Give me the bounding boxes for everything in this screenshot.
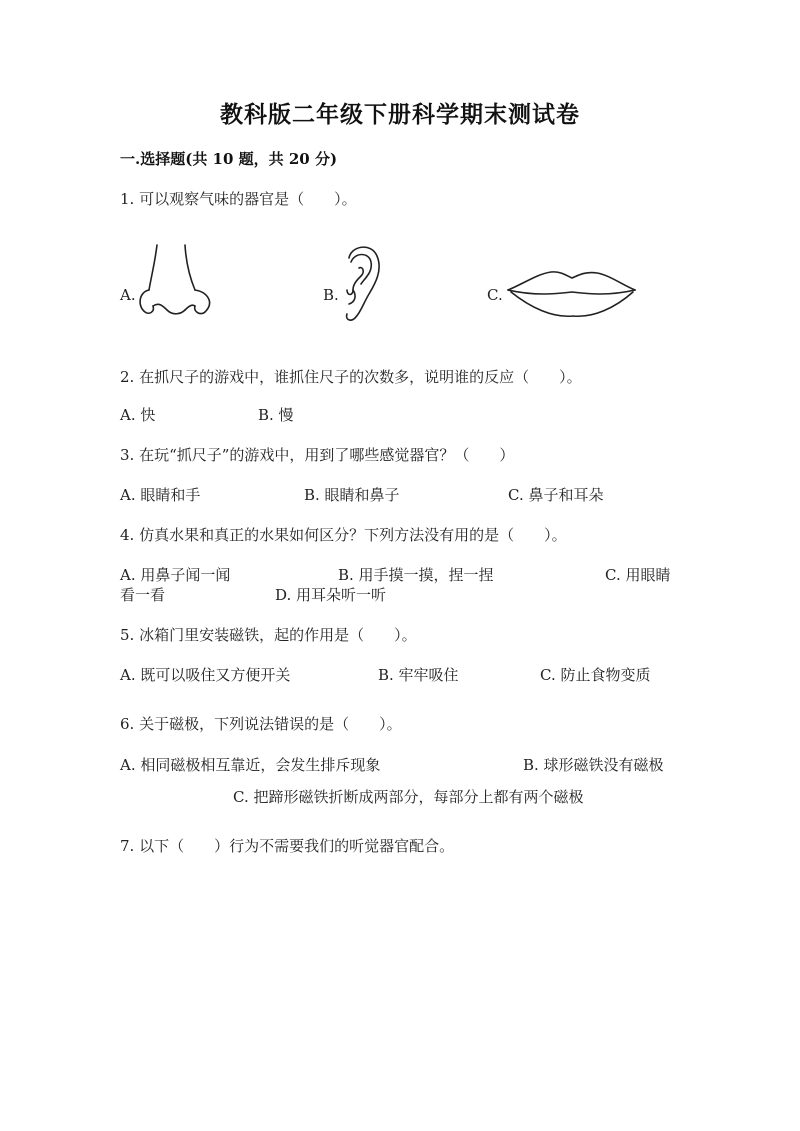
section-heading: 一.选择题(共 10 题，共 20 分) — [120, 150, 338, 168]
q4-option-a: A. 用鼻子闻一闻 — [120, 566, 231, 584]
q6-option-b: B. 球形磁铁没有磁极 — [523, 756, 664, 774]
lips-icon — [505, 266, 640, 321]
q4-option-b: B. 用手摸一摸，捏一捏 — [338, 566, 494, 584]
q5-option-b: B. 牢牢吸住 — [378, 666, 459, 684]
q3-option-b: B. 眼睛和鼻子 — [304, 486, 400, 504]
q1-option-a: A. — [120, 286, 136, 304]
q4-option-c-continued: 看一看 — [120, 586, 166, 604]
q2-option-b: B. 慢 — [258, 406, 294, 424]
q6-option-c: C. 把蹄形磁铁折断成两部分，每部分上都有两个磁极 — [233, 788, 584, 806]
q2-option-a: A. 快 — [120, 406, 156, 424]
q4-option-d: D. 用耳朵听一听 — [275, 586, 387, 604]
q3-option-a: A. 眼睛和手 — [120, 486, 201, 504]
question-3: 3. 在玩“抓尺子”的游戏中，用到了哪些感觉器官？（ ） — [120, 446, 515, 464]
question-4: 4. 仿真水果和真正的水果如何区分？下列方法没有用的是（ ）。 — [120, 526, 567, 544]
q5-option-a: A. 既可以吸住又方便开关 — [120, 666, 291, 684]
q3-option-c: C. 鼻子和耳朵 — [508, 486, 604, 504]
question-2: 2. 在抓尺子的游戏中，谁抓住尺子的次数多，说明谁的反应（ ）。 — [120, 368, 582, 386]
q1-option-c: C. — [487, 286, 503, 304]
q4-option-c: C. 用眼睛 — [605, 566, 671, 584]
nose-icon — [135, 240, 220, 325]
question-7: 7. 以下（ ）行为不需要我们的听觉器官配合。 — [120, 837, 455, 855]
question-1: 1. 可以观察气味的器官是（ ）。 — [120, 190, 357, 208]
question-6: 6. 关于磁极，下列说法错误的是（ ）。 — [120, 715, 402, 733]
page-title: 教科版二年级下册科学期末测试卷 — [220, 101, 580, 128]
question-5: 5. 冰箱门里安装磁铁，起的作用是（ ）。 — [120, 626, 417, 644]
ear-icon — [335, 240, 385, 325]
q1-option-b: B. — [323, 286, 339, 304]
q5-option-c: C. 防止食物变质 — [540, 666, 651, 684]
q6-option-a: A. 相同磁极相互靠近，会发生排斥现象 — [120, 756, 381, 774]
